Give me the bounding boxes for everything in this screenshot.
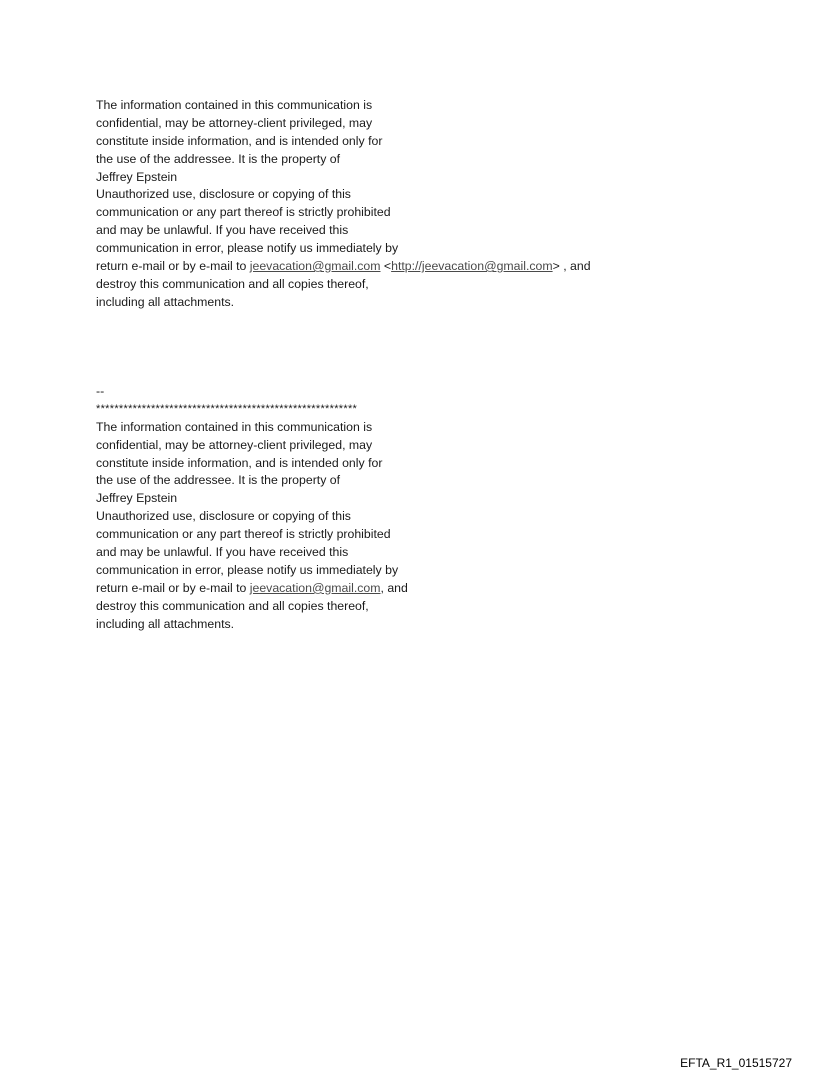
disclaimer-line: communication or any part thereof is strictly prohibited <box>96 205 391 220</box>
property-owner-name: Jeffrey Epstein <box>96 169 178 184</box>
return-email-prefix: return e-mail or by e-mail to <box>96 580 250 595</box>
email-link[interactable]: jeevacation@gmail.com <box>249 580 381 595</box>
bracket-open: < <box>380 259 392 274</box>
disclaimer-line: The information contained in this communication is <box>96 98 373 112</box>
bracket-close: > , and <box>552 259 591 274</box>
return-email-line <box>96 258 591 276</box>
disclaimer-line: constitute inside information, and is intended only for <box>96 455 383 470</box>
disclaimer-line: communication or any part thereof is strictly prohibited <box>96 527 391 542</box>
disclaimer-line: the use of the addressee. It is the property of <box>96 473 341 488</box>
disclaimer-line: destroy this communication and all copies thereof, <box>96 276 369 291</box>
disclaimer-line: communication in error, please notify us immediately by <box>96 562 399 577</box>
disclaimer-line: confidential, may be attorney-client privileged, may <box>96 437 373 452</box>
asterisk-separator: ********************************************************* <box>96 402 358 415</box>
return-email-suffix: , and <box>380 580 408 595</box>
disclaimer-line: The information contained in this communication is <box>96 419 373 434</box>
signature-dashes: -- <box>96 384 105 398</box>
url-link[interactable]: http://jeevacation@gmail.com <box>391 259 553 274</box>
disclaimer-line: Unauthorized use, disclosure or copying of this <box>96 187 351 202</box>
disclaimer-line: including all attachments. <box>96 616 235 631</box>
disclaimer-block-2 <box>96 383 408 633</box>
disclaimer-line: and may be unlawful. If you have received this <box>96 223 349 238</box>
disclaimer-line: confidential, may be attorney-client privileged, may <box>96 115 373 130</box>
return-email-prefix: return e-mail or by e-mail to <box>96 259 250 274</box>
disclaimer-line: and may be unlawful. If you have received this <box>96 545 349 560</box>
disclaimer-line: the use of the addressee. It is the property of <box>96 151 341 166</box>
email-link[interactable]: jeevacation@gmail.com <box>249 259 381 274</box>
disclaimer-line: communication in error, please notify us immediately by <box>96 241 399 256</box>
disclaimer-block-1 <box>96 97 591 312</box>
disclaimer-line: including all attachments. <box>96 294 235 309</box>
document-id: EFTA_R1_01515727 <box>680 1056 792 1070</box>
return-email-line <box>96 580 408 598</box>
disclaimer-line: constitute inside information, and is intended only for <box>96 133 383 148</box>
disclaimer-line: destroy this communication and all copies thereof, <box>96 598 369 613</box>
disclaimer-line: Unauthorized use, disclosure or copying of this <box>96 509 351 524</box>
property-owner-name: Jeffrey Epstein <box>96 491 178 506</box>
